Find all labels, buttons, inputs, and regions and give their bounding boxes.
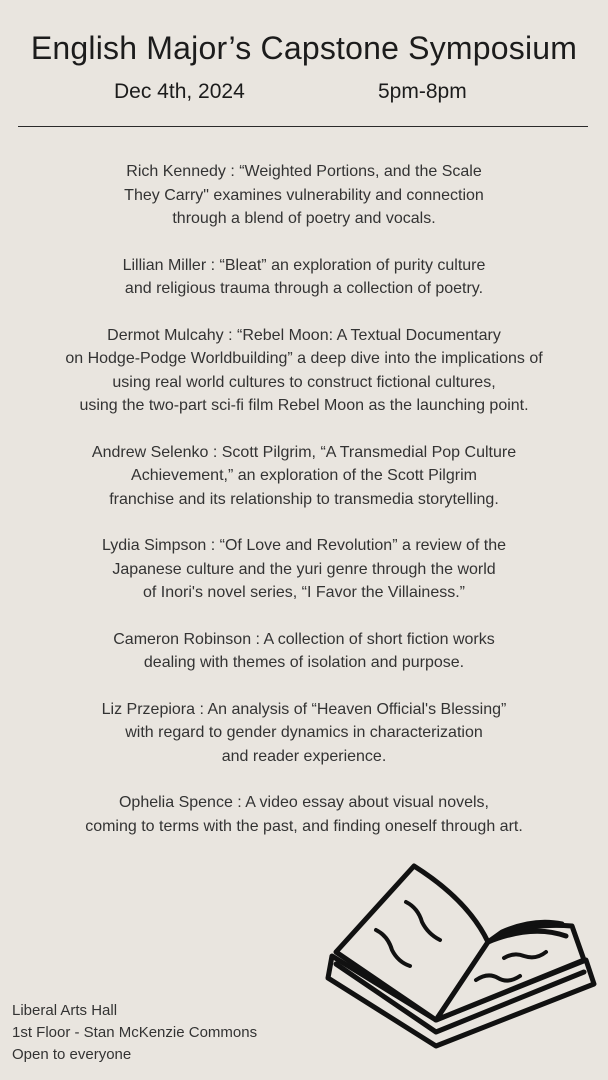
venue-name: Liberal Arts Hall	[12, 1002, 118, 1019]
presentation-entry-miller	[0, 254, 608, 301]
entry-line: Dermot Mulcahy : “Rebel Moon: A Textual Documentary	[107, 326, 501, 344]
entry-line: with regard to gender dynamics in characterization	[125, 724, 483, 741]
open-book-icon	[318, 860, 600, 1060]
presentation-list	[0, 160, 608, 861]
entry-line: of Inori's novel series, “I Favor the Villainess.”	[143, 584, 465, 601]
entry-line: on Hodge-Podge Worldbuilding” a deep dive into the implications of	[65, 350, 543, 367]
entry-line: and reader experience.	[221, 747, 387, 765]
entry-line: Ophelia Spence : A video essay about visual novels,	[118, 794, 489, 811]
presentation-entry-mulcahy	[0, 324, 608, 418]
entry-line: Liz Przepiora : An analysis of “Heaven Official's Blessing”	[101, 700, 507, 718]
access-note: Open to everyone	[12, 1046, 132, 1063]
presentation-entry-selenko	[0, 441, 608, 512]
entry-line: and religious trauma through a collection of poetry.	[124, 280, 484, 297]
venue-room: 1st Floor - Stan McKenzie Commons	[12, 1024, 258, 1041]
event-date: Dec 4th, 2024	[114, 80, 245, 103]
entry-line: Andrew Selenko : Scott Pilgrim, “A Transmedial Pop Culture	[91, 443, 517, 461]
presentation-entry-robinson	[0, 628, 608, 675]
entry-line: Japanese culture and the yuri genre through the world	[112, 560, 496, 578]
entry-line: Lydia Simpson : “Of Love and Revolution” a review of the	[101, 537, 507, 554]
event-time: 5pm-8pm	[378, 80, 467, 103]
entry-line: dealing with themes of isolation and purpose.	[143, 654, 465, 671]
entry-line: Rich Kennedy : “Weighted Portions, and the Scale	[126, 163, 482, 180]
entry-line: using real world cultures to construct fictional cultures,	[112, 373, 496, 391]
presentation-entry-kennedy	[0, 160, 608, 231]
presentation-entry-simpson	[0, 534, 608, 605]
entry-line: coming to terms with the past, and finding oneself through art.	[85, 817, 523, 835]
presentation-entry-spence	[0, 791, 608, 838]
entry-line: Achievement,” an exploration of the Scott Pilgrim	[131, 467, 477, 484]
header-divider	[18, 126, 588, 127]
entry-line: Lillian Miller : “Bleat” an exploration of purity culture	[122, 256, 486, 274]
entry-line: franchise and its relationship to transmedia storytelling.	[109, 490, 499, 508]
entry-line: through a blend of poetry and vocals.	[172, 210, 436, 227]
page-title: English Major’s Capstone Symposium	[30, 30, 578, 66]
presentation-entry-przepiora	[0, 698, 608, 769]
venue-info	[12, 1000, 257, 1066]
entry-line: using the two-part sci-fi film Rebel Moon as the launching point.	[79, 397, 529, 414]
entry-line: They Carry" examines vulnerability and connection	[124, 186, 484, 204]
entry-line: Cameron Robinson : A collection of short fiction works	[113, 630, 495, 648]
